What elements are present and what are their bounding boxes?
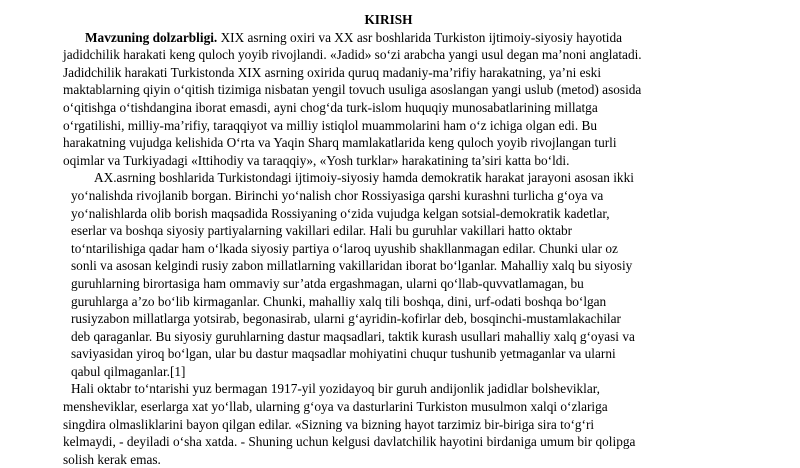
document-title: KIRISH bbox=[364, 12, 413, 27]
paragraph-relevance bbox=[63, 29, 642, 170]
paragraph-lead-heading: Mavzuning dolzarbligi. bbox=[85, 29, 218, 45]
paragraph-october-revolution: Hali oktabr to‘ntarishi yuz bermagan 1917-yil yozidayoq bir guruh andijonlik jadidlar bolsheviklar, mensheviklar, eserlarga xat yo‘llab, ularning g‘oya va dasturlarini Turkiston musulmon xalqi o‘zlariga singdira olmasliklarini bayon qilgan edilar. «Sizning va bizning hayot tarzimiz bir-biriga sira to‘g‘ri kelmaydi, - deyiladi o‘sha xatda. - Shuning uchun kelgusi davlatchilik hayotini birdaniga umum bir qolipga solish kerak emas. bbox=[63, 381, 636, 467]
paragraph-relevance-text: XIX asrning oxiri va XX asr boshlarida Turkiston ijtimoiy-siyosiy hayotida jadidchilik harakati keng quloch yoyib rivojlandi. «Jadid» so‘zi arabcha yangi usul degan ma’noni anglatadi. Jadidchilik harakati Turkistonda XIX asrning oxirida quruq madaniy-ma’rifiy harakatning, ya’ni eski maktablarning qiyin o‘qitish tizimiga nisbatan yengil tovuch usuliga asoslangan yangi uslub (metod) asosida o‘qitishga o‘tishdangina iborat emasdi, ayni chog‘da turk-islom huquqiy munosabatlarining millatga o‘rgatilishi, milliy-ma’rifiy, taraqqiyot va milliy istiqlol muammolarini ham o‘z ichiga olgan edi. Bu harakatning vujudga kelishida O‘rta va Yaqin Sharq mamlakatlarida keng quloch yoyib rivojlangan turli oqimlar va Turkiyadagi «Ittihodiy va taraqqiy», «Yosh turklar» harakatining ta’siri katta bo‘ldi. bbox=[63, 29, 642, 168]
paragraph-political-movement: AX.asrning boshlarida Turkistondagi ijtimoiy-siyosiy hamda demokratik harakat jarayoni asosan ikki yo‘nalishda rivojlanib borgan. Birinchi yo‘nalish chor Rossiyasiga qarshi kurashni turlicha g‘oya va yo‘nalishlarda olib borish maqsadida Rossiyaning o‘zida vujudga kelgan sotsial-demokratik kadetlar, eserlar va boshqa siyosiy partiyalarning vakillari edilar. Hali bu guruhlar vakillari hatto oktabr to‘ntarilishiga qadar ham o‘lkada siyosiy partiya o‘laroq uyushib shakllanmagan edilar. Chunki ular oz sonli va asosan kelgindi rusiy zabon millatlarning vakillaridan iborat bo‘lganlar. Mahalliy xalq bu siyosiy guruhlarning birortasiga ham ommaviy sur’atda ergashmagan, ularni qo‘llab-quvvatlamagan, bu guruhlarga a’zo bo‘lib kirmaganlar. Chunki, mahalliy xalq tili boshqa, dini, urf-odati boshqa bo‘lgan rusiyzabon millatlarga yotsirab, begonasirab, ularni g‘ayridin-kofirlar deb, bosqinchi-mustamlakachilar deb qaraganlar. Bu siyosiy guruhlarning dastur maqsadlari, taktik kurash usullari mahalliy xalq g‘oyasi va saviyasidan yiroq bo‘lgan, ular bu dastur maqsadlar mohiyatini chuqur tushunib yetmaganlar va ularni qabul qilmaganlar.[1] bbox=[71, 170, 635, 379]
